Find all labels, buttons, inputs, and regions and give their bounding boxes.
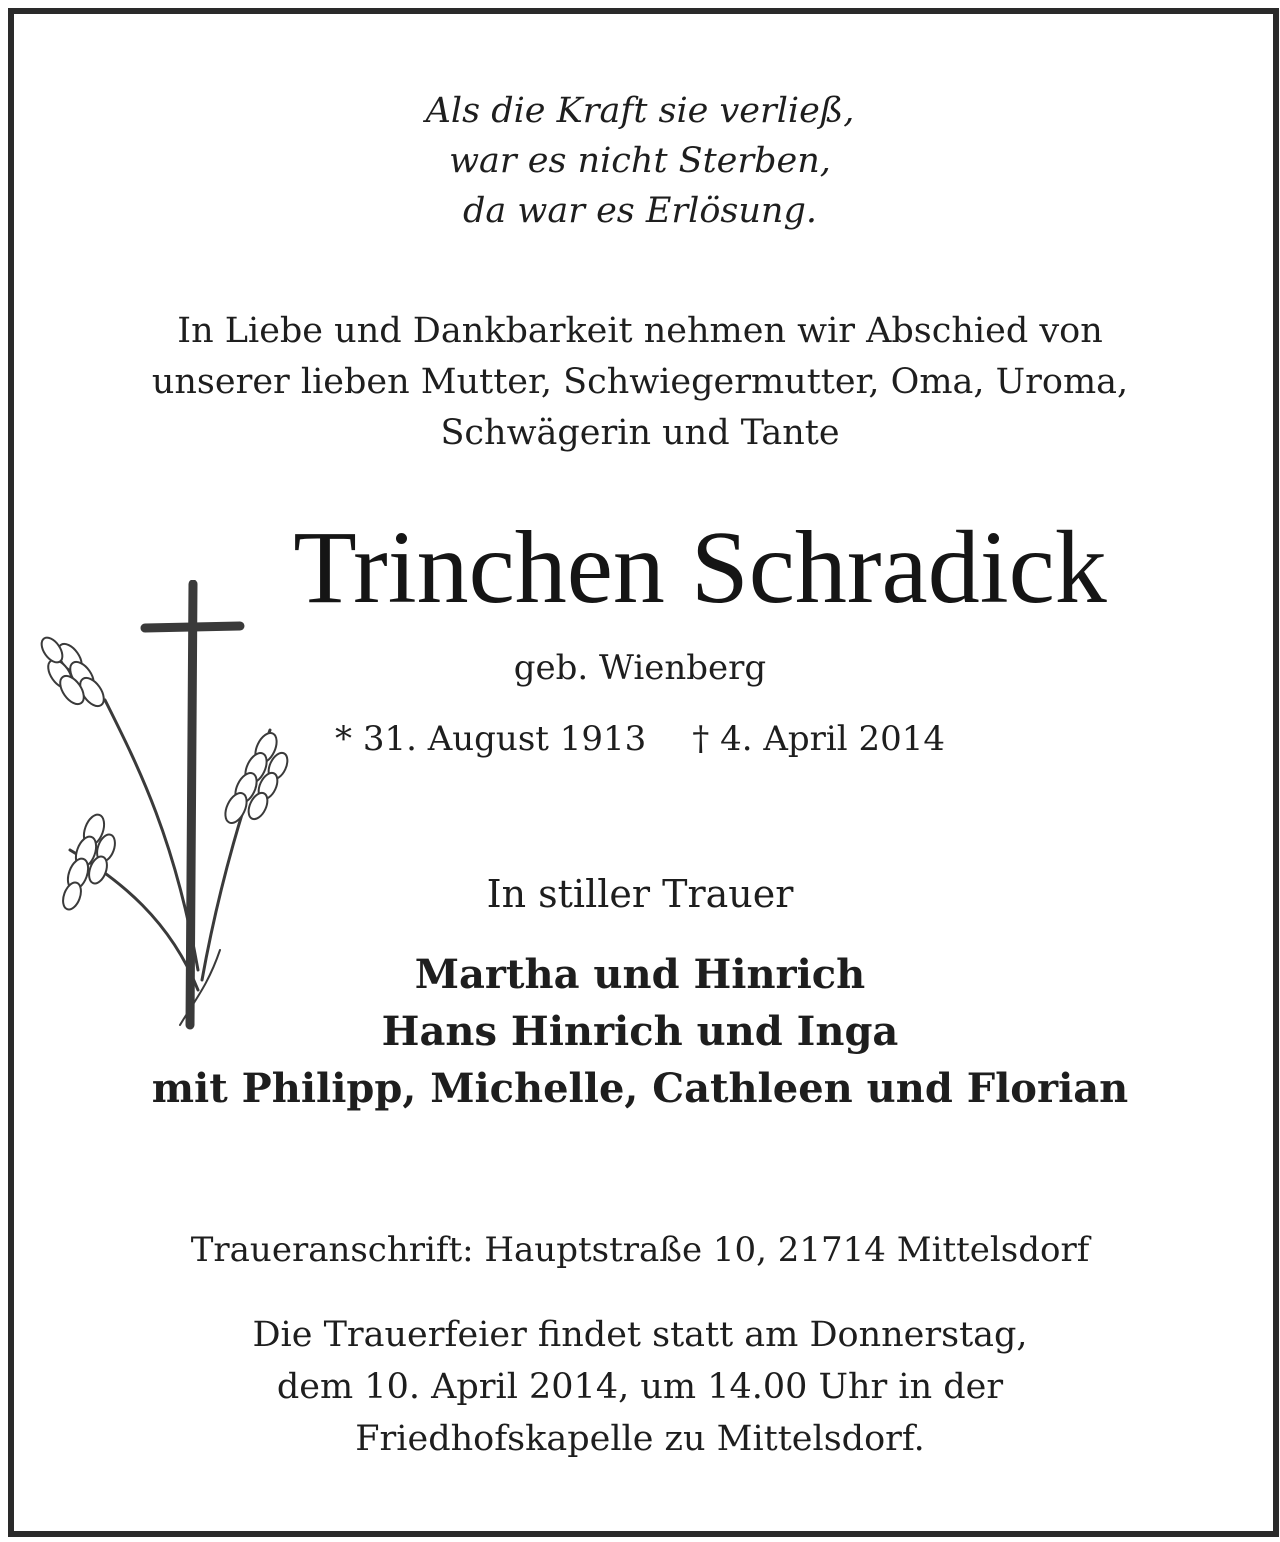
intro-text <box>0 306 1280 459</box>
mourner-line: mit Philipp, Michelle, Cathleen und Florian <box>151 1065 1129 1112</box>
motto-verse <box>0 86 1280 236</box>
mourner-line: Martha und Hinrich <box>414 951 866 998</box>
funeral-service-info <box>0 1309 1280 1465</box>
deceased-name: Trinchen Schradick <box>293 510 1107 625</box>
motto-line: Als die Kraft sie verließ, <box>425 91 855 131</box>
intro-line: unserer lieben Mutter, Schwiegermutter, Oma, Uroma, <box>151 362 1129 402</box>
service-line: dem 10. April 2014, um 14.00 Uhr in der <box>276 1367 1004 1407</box>
death-date: † 4. April 2014 <box>692 719 945 759</box>
service-line: Friedhofskapelle zu Mittelsdorf. <box>355 1419 925 1459</box>
mourner-names <box>0 946 1280 1117</box>
life-dates <box>0 716 1280 762</box>
motto-line: war es nicht Sterben, <box>449 141 831 181</box>
intro-line: Schwägerin und Tante <box>440 413 840 453</box>
mourning-heading: In stiller Trauer <box>486 872 794 916</box>
mourning-address: Traueranschrift: Hauptstraße 10, 21714 Mittelsdorf <box>190 1230 1090 1270</box>
mourner-line: Hans Hinrich und Inga <box>381 1008 899 1055</box>
motto-line: da war es Erlösung. <box>463 191 817 231</box>
intro-line: In Liebe und Dankbarkeit nehmen wir Abschied von <box>177 311 1103 351</box>
service-line: Die Trauerfeier findet statt am Donnerstag, <box>252 1315 1028 1355</box>
birth-date: * 31. August 1913 <box>335 719 647 759</box>
maiden-name: geb. Wienberg <box>513 648 767 688</box>
